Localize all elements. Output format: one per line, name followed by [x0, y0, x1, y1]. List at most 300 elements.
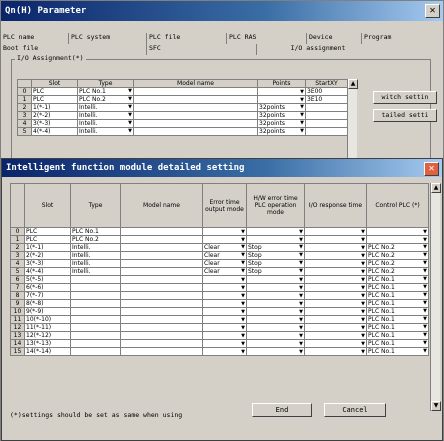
detailed-setting-row: [11, 308, 429, 316]
dropdown-arrow-icon[interactable]: ▼: [361, 252, 365, 259]
row-index-text: 8: [15, 292, 20, 299]
slot-cell: [25, 228, 71, 236]
header-slot: Slot: [32, 80, 78, 88]
tab-program[interactable]: Program: [364, 33, 392, 41]
dropdown-arrow-icon[interactable]: ▼: [241, 332, 245, 339]
detailed-setting-row: [11, 252, 429, 260]
type-cell-text: Intelli.: [72, 252, 91, 259]
hw-error-operation-mode-cell[interactable]: [247, 276, 305, 284]
type-cell: [71, 268, 121, 276]
error-time-output-mode-cell[interactable]: [203, 300, 247, 308]
tab-plc-name[interactable]: PLC name: [1, 33, 69, 44]
cancel-button[interactable]: Cancel: [324, 403, 386, 417]
hw-error-operation-mode-cell[interactable]: [247, 300, 305, 308]
hw-error-operation-mode-cell-text: Stop: [248, 244, 262, 251]
dropdown-arrow-icon[interactable]: ▼: [361, 324, 365, 331]
detailed-setting-title: Intelligent function module detailed setting: [6, 163, 245, 173]
dropdown-arrow-icon[interactable]: ▼: [361, 244, 365, 251]
tab-plc-file[interactable]: PLC file: [147, 33, 227, 44]
dropdown-arrow-icon[interactable]: ▼: [241, 340, 245, 347]
io-assignment-scrollbar[interactable]: [347, 79, 357, 163]
dropdown-arrow-icon[interactable]: ▼: [300, 112, 304, 118]
startxy-cell[interactable]: [306, 120, 348, 128]
hw-error-operation-mode-cell[interactable]: [247, 252, 305, 260]
startxy-cell[interactable]: [306, 128, 348, 136]
io-response-time-cell[interactable]: [305, 260, 367, 268]
row-index-text: 3: [15, 252, 20, 259]
dropdown-arrow-icon[interactable]: ▼: [241, 228, 245, 235]
model-name-cell[interactable]: [134, 88, 258, 96]
scroll-down-icon[interactable]: ▼: [431, 401, 441, 411]
detailed-setting-row: [11, 340, 429, 348]
slot-cell: [32, 120, 78, 128]
io-response-time-cell[interactable]: [305, 228, 367, 236]
tab-plc-ras[interactable]: PLC RAS: [227, 33, 307, 44]
dropdown-arrow-icon[interactable]: ▼: [128, 88, 132, 94]
control-plc-cell[interactable]: [367, 340, 429, 348]
dropdown-arrow-icon[interactable]: ▼: [299, 348, 303, 355]
detailed-setting-header: [11, 184, 429, 228]
row-index-text: 14: [13, 340, 22, 347]
control-plc-cell[interactable]: [367, 268, 429, 276]
header-io-response-time: I/O response time: [305, 184, 367, 228]
hw-error-operation-mode-cell[interactable]: [247, 284, 305, 292]
model-name-cell: [121, 324, 203, 332]
control-plc-cell[interactable]: [367, 324, 429, 332]
model-name-cell: [121, 292, 203, 300]
model-name-cell: [121, 260, 203, 268]
dropdown-arrow-icon[interactable]: ▼: [241, 324, 245, 331]
slot-cell-text: PLC: [26, 228, 38, 235]
control-plc-cell[interactable]: [367, 292, 429, 300]
error-time-output-mode-cell[interactable]: [203, 340, 247, 348]
hw-error-operation-mode-cell[interactable]: [247, 228, 305, 236]
detailed-setting-row: [11, 300, 429, 308]
end-button[interactable]: End: [252, 403, 312, 417]
row-index: [11, 292, 25, 300]
parameter-close-button[interactable]: ✕: [425, 4, 440, 18]
footnote-text: (*)settings should be set as same when using: [10, 411, 183, 419]
detailed-setting-row: [11, 276, 429, 284]
dropdown-arrow-icon[interactable]: ▼: [299, 324, 303, 331]
type-cell: [71, 260, 121, 268]
detailed-setting-close-button[interactable]: ✕: [424, 162, 439, 176]
io-response-time-cell[interactable]: [305, 284, 367, 292]
slot-cell: [32, 112, 78, 120]
type-cell[interactable]: [78, 120, 134, 128]
hw-error-operation-mode-cell[interactable]: [247, 260, 305, 268]
type-cell-text: PLC No.1: [72, 228, 99, 235]
dropdown-arrow-icon[interactable]: ▼: [361, 332, 365, 339]
io-response-time-cell[interactable]: [305, 252, 367, 260]
dropdown-arrow-icon[interactable]: ▼: [361, 292, 365, 299]
tab-plc-system[interactable]: PLC system: [69, 33, 147, 44]
slot-cell-text: 4(*-4): [26, 268, 44, 275]
tab-boot-file[interactable]: Boot file: [1, 44, 147, 55]
hw-error-operation-mode-cell[interactable]: [247, 268, 305, 276]
dropdown-arrow-icon[interactable]: ▼: [423, 324, 427, 330]
row-index: [11, 268, 25, 276]
control-plc-cell-text: PLC No.1: [368, 332, 395, 339]
tab-device[interactable]: Device: [307, 33, 362, 44]
dropdown-arrow-icon[interactable]: ▼: [299, 260, 303, 266]
control-plc-cell[interactable]: [367, 260, 429, 268]
dropdown-arrow-icon[interactable]: ▼: [128, 104, 132, 110]
io-response-time-cell[interactable]: [305, 308, 367, 316]
dropdown-arrow-icon[interactable]: ▼: [299, 236, 303, 243]
dropdown-arrow-icon[interactable]: ▼: [241, 244, 245, 250]
control-plc-cell[interactable]: [367, 348, 429, 356]
dropdown-arrow-icon[interactable]: ▼: [423, 260, 427, 266]
tab-row-1: [1, 33, 443, 44]
control-plc-cell-text: PLC No.1: [368, 348, 395, 355]
dropdown-arrow-icon[interactable]: ▼: [361, 316, 365, 323]
error-time-output-mode-cell-text: Clear: [204, 260, 220, 267]
scroll-up-icon[interactable]: ▲: [431, 183, 441, 193]
model-name-cell[interactable]: [134, 96, 258, 104]
dropdown-arrow-icon[interactable]: ▼: [241, 268, 245, 274]
dropdown-arrow-icon[interactable]: ▼: [128, 112, 132, 118]
switch-setting-button[interactable]: witch settin: [373, 91, 437, 104]
model-name-cell: [121, 340, 203, 348]
dropdown-arrow-icon[interactable]: ▼: [299, 252, 303, 258]
model-name-cell[interactable]: [134, 112, 258, 120]
type-cell: [71, 332, 121, 340]
detailed-setting-row: [11, 268, 429, 276]
dropdown-arrow-icon[interactable]: ▼: [361, 236, 365, 243]
dropdown-arrow-icon[interactable]: ▼: [299, 276, 303, 283]
dropdown-arrow-icon[interactable]: ▼: [361, 300, 365, 307]
io-response-time-cell[interactable]: [305, 300, 367, 308]
startxy-cell[interactable]: [306, 88, 348, 96]
detailed-setting-row: [11, 244, 429, 252]
hw-error-operation-mode-cell[interactable]: [247, 348, 305, 356]
control-plc-cell[interactable]: [367, 236, 429, 244]
error-time-output-mode-cell[interactable]: [203, 292, 247, 300]
error-time-output-mode-cell[interactable]: [203, 228, 247, 236]
row-index: [11, 276, 25, 284]
startxy-cell[interactable]: [306, 112, 348, 120]
type-cell[interactable]: [78, 104, 134, 112]
row-index: [11, 252, 25, 260]
points-cell[interactable]: [258, 104, 306, 112]
dropdown-arrow-icon[interactable]: ▼: [299, 228, 303, 235]
slot-cell: [25, 340, 71, 348]
dropdown-arrow-icon[interactable]: ▼: [241, 284, 245, 291]
error-time-output-mode-cell[interactable]: [203, 348, 247, 356]
header-points: Points: [258, 80, 306, 88]
dropdown-arrow-icon[interactable]: ▼: [361, 308, 365, 315]
io-response-time-cell[interactable]: [305, 324, 367, 332]
points-cell-text: 32points: [259, 112, 286, 119]
dropdown-arrow-icon[interactable]: ▼: [361, 228, 365, 235]
error-time-output-mode-cell[interactable]: [203, 316, 247, 324]
dropdown-arrow-icon[interactable]: ▼: [423, 252, 427, 258]
type-cell[interactable]: [78, 112, 134, 120]
hw-error-operation-mode-cell[interactable]: [247, 236, 305, 244]
dropdown-arrow-icon[interactable]: ▼: [423, 340, 427, 346]
type-cell: [71, 292, 121, 300]
io-response-time-cell[interactable]: [305, 316, 367, 324]
row-index: [11, 348, 25, 356]
slot-cell: [25, 276, 71, 284]
control-plc-cell[interactable]: [367, 252, 429, 260]
detailed-setting-row: [11, 324, 429, 332]
slot-cell: [25, 292, 71, 300]
points-cell[interactable]: [258, 96, 306, 104]
error-time-output-mode-cell[interactable]: [203, 308, 247, 316]
model-name-cell: [121, 348, 203, 356]
header-type: Type: [78, 80, 134, 88]
io-response-time-cell[interactable]: [305, 244, 367, 252]
dropdown-arrow-icon[interactable]: ▼: [300, 88, 304, 95]
header-startxy: StartXY: [306, 80, 348, 88]
slot-cell: [25, 268, 71, 276]
dropdown-arrow-icon[interactable]: ▼: [128, 128, 132, 134]
error-time-output-mode-cell[interactable]: [203, 324, 247, 332]
control-plc-cell[interactable]: [367, 284, 429, 292]
dropdown-arrow-icon[interactable]: ▼: [241, 292, 245, 299]
error-time-output-mode-cell[interactable]: [203, 284, 247, 292]
control-plc-cell[interactable]: [367, 316, 429, 324]
dropdown-arrow-icon[interactable]: ▼: [361, 260, 365, 267]
dropdown-arrow-icon[interactable]: ▼: [423, 308, 427, 314]
hw-error-operation-mode-cell[interactable]: [247, 332, 305, 340]
dropdown-arrow-icon[interactable]: ▼: [299, 244, 303, 250]
row-index-text: 0: [22, 88, 27, 95]
dropdown-arrow-icon[interactable]: ▼: [299, 316, 303, 323]
error-time-output-mode-cell[interactable]: [203, 260, 247, 268]
dropdown-arrow-icon[interactable]: ▼: [241, 236, 245, 243]
detailed-setting-row: [11, 332, 429, 340]
dropdown-arrow-icon[interactable]: ▼: [241, 260, 245, 266]
row-index-text: 5: [15, 268, 20, 275]
dropdown-arrow-icon[interactable]: ▼: [241, 300, 245, 307]
io-response-time-cell[interactable]: [305, 340, 367, 348]
hw-error-operation-mode-cell-text: Stop: [248, 252, 262, 259]
points-cell-text: 32points: [259, 120, 286, 127]
control-plc-cell[interactable]: [367, 300, 429, 308]
type-cell-text: Intelli.: [79, 112, 98, 119]
hw-error-operation-mode-cell[interactable]: [247, 324, 305, 332]
row-index-text: 6: [15, 276, 20, 283]
dropdown-arrow-icon[interactable]: ▼: [423, 268, 427, 274]
slot-cell-text: 6(*-6): [26, 284, 44, 291]
slot-cell: [25, 284, 71, 292]
slot-cell-text: 4(*-4): [33, 128, 51, 135]
dropdown-arrow-icon[interactable]: ▼: [299, 284, 303, 291]
dropdown-arrow-icon[interactable]: ▼: [299, 332, 303, 339]
row-index: [18, 104, 32, 112]
io-response-time-cell[interactable]: [305, 276, 367, 284]
dropdown-arrow-icon[interactable]: ▼: [423, 276, 427, 282]
row-index-text: 5: [22, 128, 27, 135]
points-cell[interactable]: [258, 112, 306, 120]
slot-cell: [25, 236, 71, 244]
control-plc-cell[interactable]: [367, 228, 429, 236]
io-response-time-cell[interactable]: [305, 332, 367, 340]
points-cell[interactable]: [258, 88, 306, 96]
dropdown-arrow-icon[interactable]: ▼: [241, 252, 245, 258]
control-plc-cell-text: PLC No.2: [368, 244, 395, 251]
dropdown-arrow-icon[interactable]: ▼: [128, 96, 132, 102]
row-index: [18, 128, 32, 136]
row-index-text: 7: [15, 284, 20, 291]
dropdown-arrow-icon[interactable]: ▼: [423, 244, 427, 250]
io-response-time-cell[interactable]: [305, 236, 367, 244]
error-time-output-mode-cell[interactable]: [203, 236, 247, 244]
dropdown-arrow-icon[interactable]: ▼: [423, 292, 427, 298]
slot-cell-text: PLC: [33, 96, 45, 103]
slot-cell: [25, 300, 71, 308]
slot-cell: [25, 308, 71, 316]
tab-io-assignment[interactable]: I/O assignment: [290, 44, 346, 52]
dropdown-arrow-icon[interactable]: ▼: [423, 236, 427, 243]
control-plc-cell[interactable]: [367, 308, 429, 316]
row-index-text: 13: [13, 332, 22, 339]
error-time-output-mode-cell[interactable]: [203, 276, 247, 284]
io-assignment-row: [18, 88, 348, 96]
control-plc-cell-text: PLC No.1: [368, 316, 395, 323]
startxy-cell[interactable]: [306, 96, 348, 104]
hw-error-operation-mode-cell[interactable]: [247, 308, 305, 316]
dropdown-arrow-icon[interactable]: ▼: [423, 348, 427, 354]
row-index-text: 2: [22, 104, 27, 111]
hw-error-operation-mode-cell[interactable]: [247, 340, 305, 348]
slot-cell: [25, 348, 71, 356]
io-assignment-row: [18, 120, 348, 128]
scroll-up-icon[interactable]: ▲: [348, 79, 358, 89]
detailed-setting-button[interactable]: tailed setti: [373, 109, 437, 122]
model-name-cell: [121, 252, 203, 260]
type-cell-text: PLC No.2: [79, 96, 106, 103]
control-plc-cell-text: PLC No.1: [368, 308, 395, 315]
model-name-cell: [121, 332, 203, 340]
type-cell-text: Intelli.: [72, 268, 91, 275]
slot-cell: [32, 104, 78, 112]
control-plc-cell[interactable]: [367, 244, 429, 252]
error-time-output-mode-cell[interactable]: [203, 332, 247, 340]
row-index: [18, 120, 32, 128]
slot-cell: [25, 332, 71, 340]
row-index: [18, 96, 32, 104]
dropdown-arrow-icon[interactable]: ▼: [300, 128, 304, 134]
io-response-time-cell[interactable]: [305, 292, 367, 300]
startxy-cell[interactable]: [306, 104, 348, 112]
dropdown-arrow-icon[interactable]: ▼: [299, 308, 303, 315]
type-cell[interactable]: [78, 88, 134, 96]
model-name-cell: [121, 268, 203, 276]
tab-sfc[interactable]: SFC: [147, 44, 257, 55]
control-plc-cell[interactable]: [367, 276, 429, 284]
dropdown-arrow-icon[interactable]: ▼: [299, 292, 303, 299]
row-index: [18, 112, 32, 120]
header-control-plc: Control PLC (*): [367, 184, 429, 228]
slot-cell-text: 3(*-3): [26, 260, 44, 267]
dropdown-arrow-icon[interactable]: ▼: [299, 268, 303, 274]
dropdown-arrow-icon[interactable]: ▼: [299, 300, 303, 307]
dropdown-arrow-icon[interactable]: ▼: [241, 348, 245, 355]
type-cell: [71, 340, 121, 348]
row-index-text: 0: [15, 228, 20, 235]
control-plc-cell-text: PLC No.2: [368, 252, 395, 259]
slot-cell: [25, 316, 71, 324]
control-plc-cell[interactable]: [367, 332, 429, 340]
type-cell-text: PLC No.1: [79, 88, 106, 95]
hw-error-operation-mode-cell[interactable]: [247, 316, 305, 324]
control-plc-cell-text: PLC No.1: [368, 340, 395, 347]
detailed-setting-dialog: [1, 158, 443, 441]
io-assignment-row: [18, 104, 348, 112]
type-cell: [71, 236, 121, 244]
detailed-setting-row: [11, 348, 429, 356]
dropdown-arrow-icon[interactable]: ▼: [361, 340, 365, 347]
detailed-setting-scrollbar[interactable]: [430, 183, 440, 411]
parameter-titlebar: [1, 1, 443, 21]
hw-error-operation-mode-cell-text: Stop: [248, 268, 262, 275]
type-cell-text: Intelli.: [72, 244, 91, 251]
dropdown-arrow-icon[interactable]: ▼: [361, 268, 365, 275]
slot-cell: [25, 324, 71, 332]
dropdown-arrow-icon[interactable]: ▼: [299, 340, 303, 347]
io-response-time-cell[interactable]: [305, 268, 367, 276]
points-cell[interactable]: [258, 128, 306, 136]
dropdown-arrow-icon[interactable]: ▼: [361, 276, 365, 283]
model-name-cell[interactable]: [134, 128, 258, 136]
row-index: [11, 308, 25, 316]
type-cell-text: Intelli.: [79, 128, 98, 135]
model-name-cell[interactable]: [134, 104, 258, 112]
dropdown-arrow-icon[interactable]: ▼: [300, 104, 304, 110]
hw-error-operation-mode-cell[interactable]: [247, 244, 305, 252]
type-cell[interactable]: [78, 128, 134, 136]
type-cell[interactable]: [78, 96, 134, 104]
dropdown-arrow-icon[interactable]: ▼: [423, 316, 427, 322]
dropdown-arrow-icon[interactable]: ▼: [423, 284, 427, 290]
header-index: [11, 184, 25, 228]
dropdown-arrow-icon[interactable]: ▼: [361, 284, 365, 291]
hw-error-operation-mode-cell[interactable]: [247, 292, 305, 300]
dropdown-arrow-icon[interactable]: ▼: [300, 120, 304, 126]
model-name-cell[interactable]: [134, 120, 258, 128]
points-cell[interactable]: [258, 120, 306, 128]
dropdown-arrow-icon[interactable]: ▼: [241, 276, 245, 283]
row-index: [11, 260, 25, 268]
slot-cell-text: 1(*-1): [26, 244, 44, 251]
error-time-output-mode-cell[interactable]: [203, 268, 247, 276]
io-response-time-cell[interactable]: [305, 348, 367, 356]
type-cell-text: Intelli.: [79, 104, 98, 111]
error-time-output-mode-cell[interactable]: [203, 252, 247, 260]
row-index: [18, 88, 32, 96]
dropdown-arrow-icon[interactable]: ▼: [423, 228, 427, 235]
dropdown-arrow-icon[interactable]: ▼: [241, 308, 245, 315]
dropdown-arrow-icon[interactable]: ▼: [300, 96, 304, 103]
slot-cell: [32, 88, 78, 96]
error-time-output-mode-cell-text: Clear: [204, 252, 220, 259]
dropdown-arrow-icon[interactable]: ▼: [423, 332, 427, 338]
io-assignment-table: [17, 79, 348, 136]
dropdown-arrow-icon[interactable]: ▼: [241, 316, 245, 323]
error-time-output-mode-cell[interactable]: [203, 244, 247, 252]
dropdown-arrow-icon[interactable]: ▼: [361, 348, 365, 355]
dropdown-arrow-icon[interactable]: ▼: [128, 120, 132, 126]
row-index: [11, 236, 25, 244]
header-model-name: Model name: [134, 80, 258, 88]
row-index: [11, 244, 25, 252]
dropdown-arrow-icon[interactable]: ▼: [423, 300, 427, 306]
io-assignment-row: [18, 96, 348, 104]
